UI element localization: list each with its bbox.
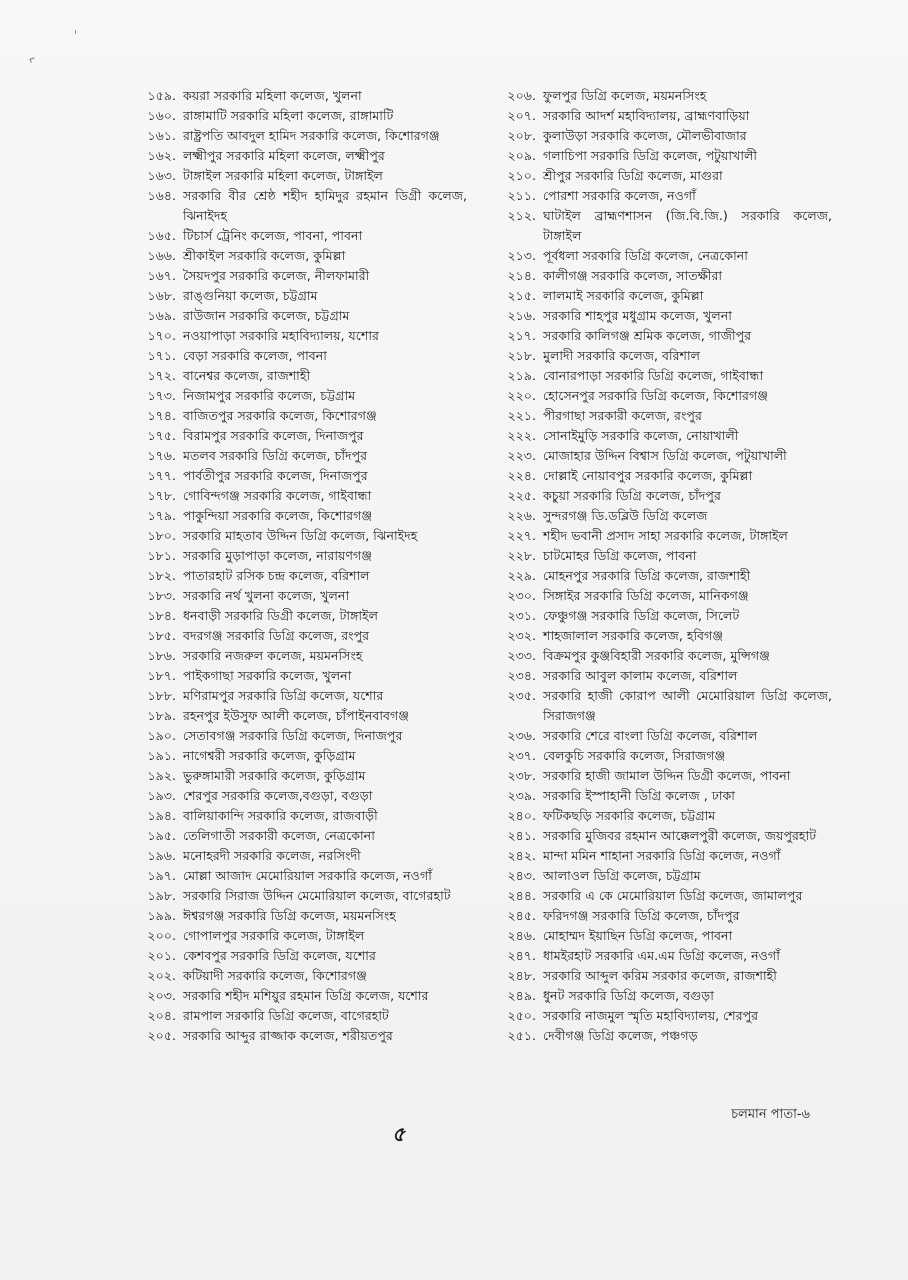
list-item [137, 186, 467, 226]
item-number: ২০০. [147, 928, 176, 943]
list-item [137, 546, 467, 566]
item-number: ১৭৬. [147, 448, 176, 463]
item-number: ১৭৪. [147, 408, 176, 423]
item-number: ২০৬. [507, 88, 536, 103]
college-name: সরকারি কালিগঞ্জ শ্রমিক কলেজ, গাজীপুর [543, 328, 752, 343]
item-number: ২১৩. [507, 248, 536, 263]
list-item [497, 926, 832, 946]
list-item [497, 586, 832, 606]
college-name: সরকারি মুড়াপাড়া কলেজ, নারায়ণগঞ্জ [183, 548, 373, 563]
item-number: ১৮৪. [147, 608, 176, 623]
item-number: ১৬৪. [147, 188, 176, 203]
college-name: সরকারি শেরে বাংলা ডিগ্রি কলেজ, বরিশাল [543, 728, 758, 743]
college-name: সরকারি হাজী কোরাপ আলী মেমোরিয়াল ডিগ্রি কলেজ, সিরাজগঞ্জ [543, 688, 832, 723]
college-list-left [137, 86, 467, 1046]
list-item [137, 746, 467, 766]
college-name: সরকারি মাহতাব উদ্দিন ডিগ্রি কলেজ, ঝিনাইদহ [183, 528, 418, 543]
item-number: ২২৭. [507, 528, 536, 543]
college-name: শেরপুর সরকারি কলেজ,বগুড়া, বগুড়া [183, 788, 373, 803]
item-number: ১৮০. [147, 528, 176, 543]
college-name: হোসেনপুর সরকারি ডিগ্রি কলেজ, কিশোরগঞ্জ [543, 388, 768, 403]
item-number: ২০১. [147, 948, 176, 963]
list-item [497, 166, 832, 186]
list-item [137, 486, 467, 506]
item-number: ২১২. [507, 208, 536, 223]
item-number: ২৫০. [507, 1008, 536, 1023]
college-name: বানেশ্বর কলেজ, রাজশাহী [183, 368, 311, 383]
list-item [497, 566, 832, 586]
college-name: মতলব সরকারি ডিগ্রি কলেজ, চাঁদপুর [183, 448, 368, 463]
item-number: ১৮৩. [147, 588, 176, 603]
item-number: ২০৭. [507, 108, 536, 123]
list-item [137, 386, 467, 406]
college-name: পোরশা সরকারি কলেজ, নওগাঁ [543, 188, 696, 203]
item-number: ১৭৮. [147, 488, 176, 503]
scan-speck [29, 57, 35, 62]
list-item [497, 626, 832, 646]
list-item [137, 866, 467, 886]
item-number: ১৯৩. [147, 788, 176, 803]
college-name: শাহজালাল সরকারি কলেজ, হবিগঞ্জ [543, 628, 724, 643]
item-number: ১৯১. [147, 748, 176, 763]
list-item [497, 806, 832, 826]
list-item [497, 466, 832, 486]
college-name: ধুনট সরকারি ডিগ্রি কলেজ, বগুড়া [543, 988, 714, 1003]
item-number: ২৫১. [507, 1028, 536, 1043]
college-name: মণিরামপুর সরকারি ডিগ্রি কলেজ, যশোর [183, 688, 384, 703]
college-name: নওয়াপাড়া সরকারি মহাবিদ্যালয়, যশোর [183, 328, 379, 343]
item-number: ২২৫. [507, 488, 536, 503]
list-item [137, 286, 467, 306]
item-number: ১৬১. [147, 128, 176, 143]
list-item [497, 146, 832, 166]
list-item [137, 306, 467, 326]
list-item [497, 326, 832, 346]
college-name: সরকারি নর্থ খুলনা কলেজ, খুলনা [183, 588, 350, 603]
list-item [497, 426, 832, 446]
list-item [137, 146, 467, 166]
college-name: লক্ষ্মীপুর সরকারি মহিলা কলেজ, লক্ষ্মীপুর [183, 148, 385, 163]
item-number: ১৬৬. [147, 248, 176, 263]
item-number: ২৪৩. [507, 868, 536, 883]
list-item [497, 906, 832, 926]
item-number: ১৭১. [147, 348, 176, 363]
item-number: ১৮৫. [147, 628, 176, 643]
list-item [137, 526, 467, 546]
college-name: শ্রীকাইল সরকারি কলেজ, কুমিল্লা [183, 248, 346, 263]
list-item [137, 886, 467, 906]
item-number: ১৬৮. [147, 288, 176, 303]
college-name: গোবিন্দগঞ্জ সরকারি কলেজ, গাইবান্ধা [183, 488, 372, 503]
item-number: ২৩৯. [507, 788, 536, 803]
college-name: পূর্বধলা সরকারি ডিগ্রি কলেজ, নেত্রকোনা [543, 248, 748, 263]
list-item [497, 666, 832, 686]
list-item [137, 586, 467, 606]
college-name: রাউজান সরকারি কলেজ, চট্টগ্রাম [183, 308, 350, 323]
list-item [497, 246, 832, 266]
item-number: ১৮৬. [147, 648, 176, 663]
college-name: ঈশ্বরগঞ্জ সরকারি ডিগ্রি কলেজ, ময়মনসিংহ [183, 908, 396, 923]
item-number: ১৭০. [147, 328, 176, 343]
item-number: ২৩৫. [507, 688, 536, 703]
list-item [137, 506, 467, 526]
item-number: ২২৬. [507, 508, 536, 523]
item-number: ২৪৮. [507, 968, 536, 983]
continued-page-note: চলমান পাতা-৬ [731, 1107, 810, 1122]
college-name: মনোহরদী সরকারি কলেজ, নরসিংদী [183, 848, 361, 863]
college-name: মান্দা মমিন শাহানা সরকারি ডিগ্রি কলেজ, নওগাঁ [543, 848, 781, 863]
list-item [137, 846, 467, 866]
list-item [497, 826, 832, 846]
list-item [497, 726, 832, 746]
college-name: পাইকগাছা সরকারি কলেজ, খুলনা [183, 668, 352, 683]
list-item [497, 186, 832, 206]
item-number: ১৭৫. [147, 428, 176, 443]
college-name: সরকারি নজরুল কলেজ, ময়মনসিংহ [183, 648, 363, 663]
item-number: ২০৫. [147, 1028, 176, 1043]
college-name: কেশবপুর সরকারি ডিগ্রি কলেজ, যশোর [183, 948, 376, 963]
item-number: ২৩২. [507, 628, 536, 643]
list-item [497, 786, 832, 806]
college-name: ফেঞ্চুগঞ্জ সরকারি ডিগ্রি কলেজ, সিলেট [543, 608, 740, 623]
college-list-right [497, 86, 832, 1046]
list-item [497, 1006, 832, 1026]
college-name: সরকারি আদর্শ মহাবিদ্যালয়, ব্রাহ্মণবাড়িয়া [543, 108, 750, 123]
page-number-mark: ৫ [392, 1122, 405, 1146]
college-name: মোজাহার উদ্দিন বিশ্বাস ডিগ্রি কলেজ, পটুয়াখালী [543, 448, 787, 463]
list-item [137, 166, 467, 186]
item-number: ২০৪. [147, 1008, 176, 1023]
item-number: ২০৩. [147, 988, 176, 1003]
college-name: ঘাটাইল ব্রাহ্মণশাসন (জি.বি.জি.) সরকারি কলেজ, টাঙ্গাইল [543, 208, 832, 243]
list-item [137, 366, 467, 386]
item-number: ১৫৯. [147, 88, 176, 103]
list-item [137, 566, 467, 586]
list-item [137, 346, 467, 366]
college-name: সরকারি ইস্পাহানী ডিগ্রি কলেজ , ঢাকা [543, 788, 735, 803]
college-name: ধামইরহাট সরকারি এম.এম ডিগ্রি কলেজ, নওগাঁ [543, 948, 780, 963]
item-number: ২৪২. [507, 848, 536, 863]
list-item [497, 486, 832, 506]
list-item [137, 266, 467, 286]
item-number: ১৮২. [147, 568, 176, 583]
item-number: ২২২. [507, 428, 536, 443]
list-item [497, 966, 832, 986]
list-item [137, 1006, 467, 1026]
college-name: রামপাল সরকারি ডিগ্রি কলেজ, বাগেরহাট [183, 1008, 389, 1023]
item-number: ১৮১. [147, 548, 176, 563]
item-number: ১৬০. [147, 108, 176, 123]
item-number: ২৪৪. [507, 888, 536, 903]
item-number: ২৪৭. [507, 948, 536, 963]
college-name: মোল্লা আজাদ মেমোরিয়াল সরকারি কলেজ, নওগাঁ [183, 868, 432, 883]
college-name: বদরগঞ্জ সরকারি ডিগ্রি কলেজ, রংপুর [183, 628, 370, 643]
list-item [137, 966, 467, 986]
item-number: ১৬২. [147, 148, 176, 163]
list-item [497, 306, 832, 326]
list-item [137, 926, 467, 946]
list-item [137, 466, 467, 486]
college-name: নাগেশ্বরী সরকারি কলেজ, কুড়িগ্রাম [183, 748, 356, 763]
college-name: সরকারি সিরাজ উদ্দিন মেমোরিয়াল কলেজ, বাগেরহাট [183, 888, 451, 903]
college-name: বালিয়াকান্দি সরকারি কলেজ, রাজবাড়ী [183, 808, 378, 823]
scan-speck [75, 30, 76, 34]
college-name: শহীদ ভবানী প্রসাদ সাহা সরকারি কলেজ, টাঙ্গাইল [543, 528, 788, 543]
item-number: ২২৯. [507, 568, 536, 583]
college-name: কয়রা সরকারি মহিলা কলেজ, খুলনা [183, 88, 362, 103]
list-item [497, 746, 832, 766]
list-item [137, 806, 467, 826]
list-item [497, 506, 832, 526]
list-item [137, 906, 467, 926]
college-name: গলাচিপা সরকারি ডিগ্রি কলেজ, পটুয়াখালী [543, 148, 757, 163]
list-item [497, 386, 832, 406]
list-item [497, 846, 832, 866]
item-number: ২০৯. [507, 148, 536, 163]
list-item [497, 946, 832, 966]
list-item [497, 986, 832, 1006]
item-number: ১৬৫. [147, 228, 176, 243]
item-number: ১৯০. [147, 728, 176, 743]
college-name: সৈয়দপুর সরকারি কলেজ, নীলফামারী [183, 268, 370, 283]
college-name: শ্রীপুর সরকারি ডিগ্রি কলেজ, মাগুরা [543, 168, 723, 183]
college-name: রাঙ্গুনিয়া কলেজ, চট্টগ্রাম [183, 288, 318, 303]
college-name: বিরামপুর সরকারি কলেজ, দিনাজপুর [183, 428, 364, 443]
college-name: বিক্রমপুর কুঞ্জবিহারী সরকারি কলেজ, মুন্সিগঞ্জ [543, 648, 770, 663]
college-name: চাটমোহর ডিগ্রি কলেজ, পাবনা [543, 548, 697, 563]
item-number: ২১৮. [507, 348, 536, 363]
list-item [497, 766, 832, 786]
item-number: ১৭৩. [147, 388, 176, 403]
item-number: ২৪৯. [507, 988, 536, 1003]
list-item [137, 1026, 467, 1046]
item-number: ২২১. [507, 408, 536, 423]
list-item [137, 946, 467, 966]
college-name: ভুরুঙ্গামারী সরকারি কলেজ, কুড়িগ্রাম [183, 768, 366, 783]
item-number: ২৩৩. [507, 648, 536, 663]
item-number: ১৭২. [147, 368, 176, 383]
list-item [497, 206, 832, 246]
college-name: পার্বতীপুর সরকারি কলেজ, দিনাজপুর [183, 468, 368, 483]
list-item [497, 406, 832, 426]
college-name: টিচার্স ট্রেনিং কলেজ, পাবনা, পাবনা [183, 228, 363, 243]
list-item [137, 726, 467, 746]
item-number: ২১৫. [507, 288, 536, 303]
college-name: সিঙ্গাইর সরকারি ডিগ্রি কলেজ, মানিকগঞ্জ [543, 588, 749, 603]
item-number: ২১৪. [507, 268, 536, 283]
list-item [137, 786, 467, 806]
list-item [137, 406, 467, 426]
item-number: ১৯৬. [147, 848, 176, 863]
list-item [137, 766, 467, 786]
item-number: ১৯৪. [147, 808, 176, 823]
item-number: ২৩৬. [507, 728, 536, 743]
list-item [497, 286, 832, 306]
list-item [137, 606, 467, 626]
list-item [137, 426, 467, 446]
item-number: ১৯৮. [147, 888, 176, 903]
college-name: বেড়া সরকারি কলেজ, পাবনা [183, 348, 327, 363]
college-name: নিজামপুর সরকারি কলেজ, চট্টগ্রাম [183, 388, 356, 403]
college-name: সরকারি হাজী জামাল উদ্দিন ডিগ্রী কলেজ, পাবনা [543, 768, 791, 783]
list-item [137, 706, 467, 726]
list-item [497, 526, 832, 546]
item-number: ১৯৫. [147, 828, 176, 843]
college-name: কচুয়া সরকারি ডিগ্রি কলেজ, চাঁদপুর [543, 488, 721, 503]
item-number: ২১৯. [507, 368, 536, 383]
college-name: সেতাবগঞ্জ সরকারি ডিগ্রি কলেজ, দিনাজপুর [183, 728, 403, 743]
list-item [497, 646, 832, 666]
list-item [137, 326, 467, 346]
college-name: তেলিগাতী সরকারী কলেজ, নেত্রকোনা [183, 828, 375, 843]
item-number: ২২০. [507, 388, 536, 403]
college-name: মোহনপুর সরকারি ডিগ্রি কলেজ, রাজশাহী [543, 568, 751, 583]
item-number: ২১৭. [507, 328, 536, 343]
college-name: আলাওল ডিগ্রি কলেজ, চট্টগ্রাম [543, 868, 701, 883]
list-item [497, 106, 832, 126]
item-number: ১৭৭. [147, 468, 176, 483]
college-name: ফরিদগঞ্জ সরকারি ডিগ্রি কলেজ, চাঁদপুর [543, 908, 740, 923]
list-item [497, 546, 832, 566]
list-item [497, 686, 832, 726]
list-item [137, 446, 467, 466]
item-number: ২২৪. [507, 468, 536, 483]
item-number: ২৪৬. [507, 928, 536, 943]
college-name: ধনবাড়ী সরকারি ডিগ্রী কলেজ, টাঙ্গাইল [183, 608, 378, 623]
college-name: বোনারপাড়া সরকারি ডিগ্রি কলেজ, গাইবান্ধা [543, 368, 764, 383]
item-number: ১৬৯. [147, 308, 176, 323]
item-number: ১৮৭. [147, 668, 176, 683]
college-name: বাজিতপুর সরকারি কলেজ, কিশোরগঞ্জ [183, 408, 377, 423]
list-item [497, 126, 832, 146]
college-name: সরকারি আবুল কালাম কলেজ, বরিশাল [543, 668, 738, 683]
college-name: বেলকুচি সরকারি কলেজ, সিরাজগঞ্জ [543, 748, 726, 763]
college-name: পীরগাছা সরকারী কলেজ, রংপুর [543, 408, 702, 423]
college-name: টাঙ্গাইল সরকারি মহিলা কলেজ, টাঙ্গাইল [183, 168, 383, 183]
college-name: ফটিকছড়ি সরকারি কলেজ, চট্টগ্রাম [543, 808, 716, 823]
list-item [497, 266, 832, 286]
item-number: ২৩১. [507, 608, 536, 623]
college-name: সুন্দরগঞ্জ ডি.ডব্লিউ ডিগ্রি কলেজ [543, 508, 708, 523]
item-number: ২২৮. [507, 548, 536, 563]
item-number: ১৭৯. [147, 508, 176, 523]
item-number: ২১১. [507, 188, 536, 203]
item-number: ২২৩. [507, 448, 536, 463]
item-number: ১৮৯. [147, 708, 176, 723]
item-number: ১৬৩. [147, 168, 176, 183]
list-item [497, 446, 832, 466]
item-number: ২৩৮. [507, 768, 536, 783]
list-item [497, 866, 832, 886]
item-number: ২৩০. [507, 588, 536, 603]
list-item [137, 126, 467, 146]
item-number: ১৯৯. [147, 908, 176, 923]
college-name: কুলাউড়া সরকারি কলেজ, মৌলভীবাজার [543, 128, 747, 143]
list-item [497, 886, 832, 906]
college-name: সরকারি শাহপুর মধুগ্রাম কলেজ, খুলনা [543, 308, 732, 323]
list-item [497, 366, 832, 386]
list-item [137, 86, 467, 106]
item-number: ২৩৭. [507, 748, 536, 763]
college-name: সরকারি মুজিবর রহমান আক্কেলপুরী কলেজ, জয়পুরহাট [543, 828, 817, 843]
item-number: ১৮৮. [147, 688, 176, 703]
item-number: ২১৬. [507, 308, 536, 323]
item-number: ২৪০. [507, 808, 536, 823]
college-name: সোনাইমুড়ি সরকারি কলেজ, নোয়াখালী [543, 428, 739, 443]
college-name: সরকারি শহীদ মশিয়ুর রহমান ডিগ্রি কলেজ, যশোর [183, 988, 429, 1003]
college-name: সরকারি নাজমুল স্মৃতি মহাবিদ্যালয়, শেরপুর [543, 1008, 759, 1023]
list-item [137, 226, 467, 246]
list-item [137, 646, 467, 666]
item-number: ১৯২. [147, 768, 176, 783]
item-number: ২০২. [147, 968, 176, 983]
list-item [497, 1026, 832, 1046]
item-number: ১৯৭. [147, 868, 176, 883]
college-name: রাষ্ট্রপতি আবদুল হামিদ সরকারি কলেজ, কিশোরগঞ্জ [183, 128, 440, 143]
college-name: কটিয়াদী সরকারি কলেজ, কিশোরগঞ্জ [183, 968, 367, 983]
list-item [497, 606, 832, 626]
list-item [137, 686, 467, 706]
college-name: ফুলপুর ডিগ্রি কলেজ, ময়মনসিংহ [543, 88, 707, 103]
item-number: ২১০. [507, 168, 536, 183]
college-name: লালমাই সরকারি কলেজ, কুমিল্লা [543, 288, 704, 303]
college-name: সরকারি আব্দুল করিম সরকার কলেজ, রাজশাহী [543, 968, 777, 983]
item-number: ২৩৪. [507, 668, 536, 683]
college-name: সরকারি আব্দুর রাজ্জাক কলেজ, শরীয়তপুর [183, 1028, 393, 1043]
college-name: কালীগঞ্জ সরকারি কলেজ, সাতক্ষীরা [543, 268, 723, 283]
college-name: সরকারি বীর শ্রেষ্ঠ শহীদ হামিদুর রহমান ডিগ্রী কলেজ, ঝিনাইদহ [183, 188, 467, 223]
college-name: পাকুন্দিয়া সরকারি কলেজ, কিশোরগঞ্জ [183, 508, 373, 523]
item-number: ১৬৭. [147, 268, 176, 283]
list-item [137, 826, 467, 846]
college-name: মুলাদী সরকারি কলেজ, বরিশাল [543, 348, 701, 363]
college-name: দোল্লাই নোয়াবপুর সরকারি কলেজ, কুমিল্লা [543, 468, 753, 483]
item-number: ২৪১. [507, 828, 536, 843]
college-name: সরকারি এ কে মেমোরিয়াল ডিগ্রি কলেজ, জামালপুর [543, 888, 803, 903]
college-name: পাতারহাট রসিক চন্দ্র কলেজ, বরিশাল [183, 568, 370, 583]
college-name: দেবীগঞ্জ ডিগ্রি কলেজ, পঞ্চগড় [543, 1028, 698, 1043]
college-name: গোপালপুর সরকারি কলেজ, টাঙ্গাইল [183, 928, 365, 943]
college-name: মোহাম্মদ ইয়াছিন ডিগ্রি কলেজ, পাবনা [543, 928, 733, 943]
list-item [137, 986, 467, 1006]
list-item [137, 246, 467, 266]
item-number: ২০৮. [507, 128, 536, 143]
college-name: রহনপুর ইউসুফ আলী কলেজ, চাঁপাইনবাবগঞ্জ [183, 708, 410, 723]
list-item [137, 106, 467, 126]
list-item [497, 86, 832, 106]
list-item [137, 666, 467, 686]
item-number: ২৪৫. [507, 908, 536, 923]
college-name: রাঙ্গামাটি সরকারি মহিলা কলেজ, রাঙ্গামাটি [183, 108, 394, 123]
list-item [497, 346, 832, 366]
list-item [137, 626, 467, 646]
